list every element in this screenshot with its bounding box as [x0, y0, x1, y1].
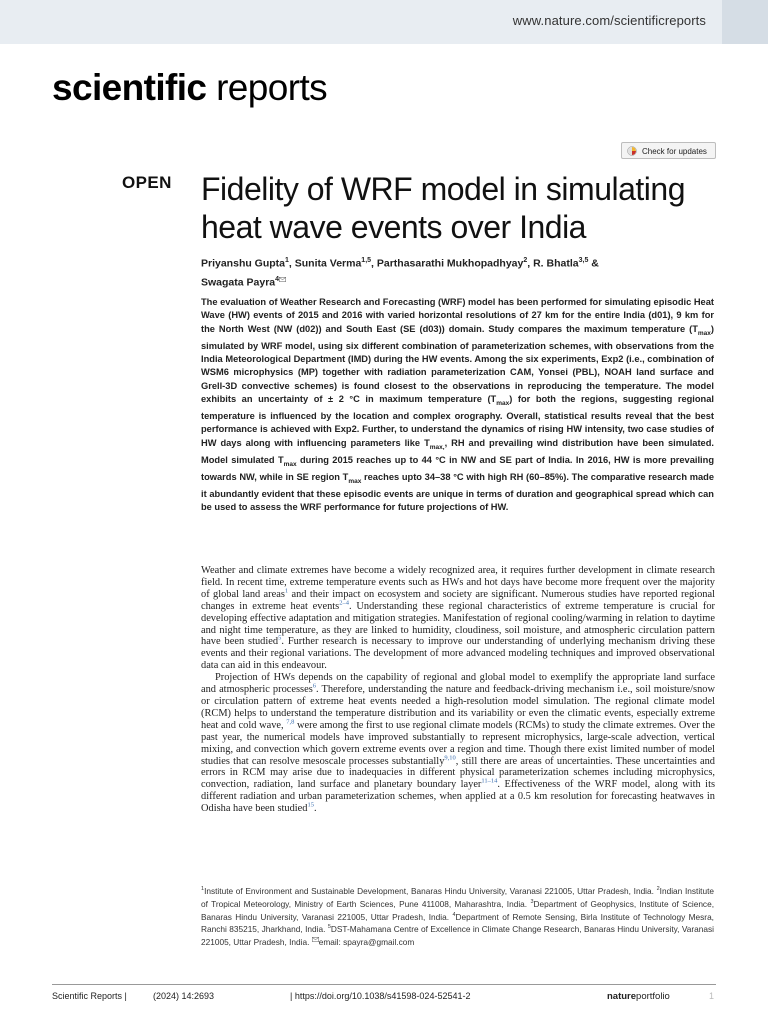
affiliations	[201, 885, 714, 949]
subscript: max	[496, 399, 510, 407]
affiliation-text: DST-Mahamana Centre of Excellence in Climate Change Research, Banaras Hindu University, Varanasi 221005, Uttar Pradesh, India.	[201, 924, 714, 948]
footer-doi-link[interactable]: | https://doi.org/10.1038/s41598-024-52541-2	[290, 991, 471, 1001]
check-for-updates-label: Check for updates	[642, 147, 707, 156]
author-name[interactable]: R. Bhatla	[533, 257, 579, 270]
body-text: were among the first to use regional climate models (RCMs) to study the climate extremes. Over the past year, the numerical models have improved substantially to represent microphysics, large-scale advection, vertical mixing, and convection which govern extreme events over a region and time. Though there exist limited number of model studies that can resolve mesoscale processes substantially	[201, 719, 715, 767]
reference-link[interactable]: 6	[312, 682, 316, 690]
brand-bold: nature	[607, 991, 637, 1002]
abstract-text: reaches upto 34–38 °C with high RH (60–85%). The comparative research made it abundantly evident that these episodic events are unique in terms of duration and geographical spread which can be used to assess the WRF performance for future projections of HW.	[201, 472, 714, 513]
subscript: max	[697, 329, 711, 337]
body-text: . Effectiveness of the WRF model, along with its different radiation and urban parameterization schemes, when applied at a 0.5 km resolution for forecasting heatwaves in Odisha have been studied	[201, 779, 716, 815]
page-number: 1	[709, 991, 715, 1001]
reference-link[interactable]: 9,10	[444, 754, 456, 762]
top-bar	[0, 0, 768, 44]
body-text: and their impact on ecosystem and society are significant. Numerous studies have reported regional changes in extreme heat events	[201, 588, 715, 612]
nature-portfolio-logo	[607, 991, 670, 1002]
affiliation-number: 5	[327, 924, 331, 931]
paragraph	[201, 565, 715, 672]
affiliation-text: Department of Geophysics, Institute of Science, Banaras Hindu University, Varanasi 221005, Uttar Pradesh, India.	[201, 898, 715, 922]
affiliation-number: 3	[530, 899, 534, 906]
reference-link[interactable]: 1	[284, 587, 289, 595]
reference-link[interactable]: 7,8	[286, 718, 295, 726]
top-bar-accent	[722, 0, 768, 44]
reference-link[interactable]: 5	[278, 634, 282, 642]
subscript: max,	[429, 443, 445, 451]
body-text: . Further research is necessary to improve our understanding of underlying mechanism driving these events and their regional variations. The development of more advanced modeling techniques and improved observational data can aid in this endeavour.	[201, 636, 715, 672]
author-list: Priyanshu Gupta$^1$, Sunita Verma$^{1,5}$, Parthasarathi Mukhopadhyay$^2$, R. Bhatla$^{3,5}$ & Swagata Payra$^4$	[201, 257, 599, 288]
check-for-updates-button[interactable]	[621, 142, 716, 159]
envelope-icon	[279, 277, 286, 282]
affiliation-number: 4	[452, 911, 456, 918]
author-affiliation-ref: 4	[275, 275, 280, 283]
article-title: Fidelity of WRF model in simulating heat wave events over India	[201, 171, 685, 245]
author-name[interactable]: Swagata Payra	[201, 276, 276, 288]
author-affiliation-ref: 1	[285, 257, 289, 264]
journal-logo[interactable]	[52, 66, 327, 110]
author-name[interactable]: Parthasarathi Mukhopadhyay	[376, 257, 524, 270]
body-text: , still there are areas of uncertainties. These uncertainties and errors in RCM may arise due to inadequacies in different physical parameterization schemes including microphysics, convection, radiation, land surface and planetary boundary layer	[201, 755, 716, 791]
reference-link[interactable]: 11–14	[481, 777, 498, 785]
journal-logo-regular: reports	[206, 67, 328, 108]
footer-volume: (2024) 14:2693	[153, 991, 215, 1001]
footer-divider	[52, 984, 716, 985]
footer-journal: Scientific Reports |	[52, 991, 127, 1001]
body-text: . Therefore, understanding the nature and feedback-driving mechanism i.e., soil moisture/snow or circulation pattern of extreme heat events needed a high-resolution model simulation. The regional climate model (RCM) helps to understand the temperature distribution and its variability or even the climatic events, especially extreme heat and cold wave,	[201, 684, 715, 731]
body-text: Projection of HWs depends on the capability of regional and global model to exemplify the appropriate land surface and atmospheric processes	[201, 672, 715, 696]
affiliation-text: Institute of Environment and Sustainable Development, Banaras Hindu University, Varanasi 221005, Uttar Pradesh, India.	[204, 886, 657, 896]
paragraph	[201, 672, 715, 815]
main-text	[201, 565, 715, 815]
author-affiliation-ref: 3,5	[578, 257, 589, 264]
abstract-text: The evaluation of Weather Research and Forecasting (WRF) model has been performed for simulating episodic Heat Wave (HW) events of 2015 and 2016 with varied horizontal resolutions of 27 km for the entire India (d01), 9 km for the North West (NW (d02)) and South East (SE (d03)) domain. Study compares the maximum temperature (T	[201, 297, 714, 334]
body-text: . Understanding these regional characteristics of extreme temperature is crucial for developing effective adaptation and mitigation strategies. Manifestation of regional cooling/warming in relation to daytime and night time temperature, as they are linked to humidity, cloudiness, soil moisture, and atmospheric circulation pattern have been studied	[201, 600, 715, 648]
brand-regular: portfolio	[636, 991, 670, 1002]
open-access-label: OPEN	[122, 173, 172, 192]
abstract-text: ) for both the regions, suggesting regional temperature is influenced by the location and complex orography. Overall, statistical results reveal that the best performance is achieved with Exp2. Further, to understand the dynamics of rising HW intensity, two case studies of HW days along with influencing parameters like T	[201, 393, 714, 448]
reference-link[interactable]: 2–4	[339, 599, 349, 607]
author-affiliation-ref: 2	[523, 257, 528, 264]
abstract	[201, 296, 714, 515]
author-name[interactable]: Sunita Verma	[294, 257, 362, 270]
reference-link[interactable]: 15	[307, 801, 314, 809]
body-text: .	[313, 803, 317, 815]
affiliation-text: Indian Institute of Tropical Meteorology, Ministry of Earth Sciences, Pune 411008, Maharashtra, India.	[201, 886, 714, 909]
subscript: max	[283, 460, 297, 468]
affiliation-number: 2	[656, 886, 660, 893]
crossmark-icon	[627, 146, 637, 156]
envelope-icon	[312, 937, 319, 942]
affiliation-text: Department of Remote Sensing, Birla Institute of Technology Mesra, Ranchi 835215, Jharkhand, India.	[201, 911, 714, 935]
corresponding-email-link[interactable]: email: spayra@gmail.com	[318, 937, 415, 948]
affiliation-number: 1	[201, 886, 205, 893]
journal-url-link[interactable]: www.nature.com/scientificreports	[512, 13, 706, 28]
abstract-text: ) simulated by WRF model, using six different combination of parameterization schemes, with observations from the India Meteorological Department (IMD) during the HW events. Among the six experiments, Exp2 (i.e., combination of WSM6 microphysics (MP) together with radiation parameterization CAM, Yonsei (PBL), NOAH land surface and Grell-3D convective schemes) is found closest to the observations in reproducing the temperature. The model exhibits an uncertainty of ± 2 °C in maximum temperature (T	[201, 323, 714, 404]
body-text: Weather and climate extremes have become a widely recognized area, it requires further development in climate research field. In recent time, extreme temperature events such as HWs and hot days have become more frequent over the majority of global land areas	[201, 565, 715, 600]
abstract-text: , RH and prevailing wind distribution have been simulated. Model simulated T	[201, 437, 714, 465]
author-affiliation-ref: 1,5	[361, 257, 372, 264]
subscript: max	[348, 477, 362, 485]
abstract-text: during 2015 reaches up to 44 °C in NW and SE part of India. In 2016, HW is more prevailing towards NW, while in SE region T	[201, 454, 714, 482]
journal-logo-bold: scientific	[52, 67, 207, 108]
author-name[interactable]: Priyanshu Gupta	[201, 257, 286, 270]
